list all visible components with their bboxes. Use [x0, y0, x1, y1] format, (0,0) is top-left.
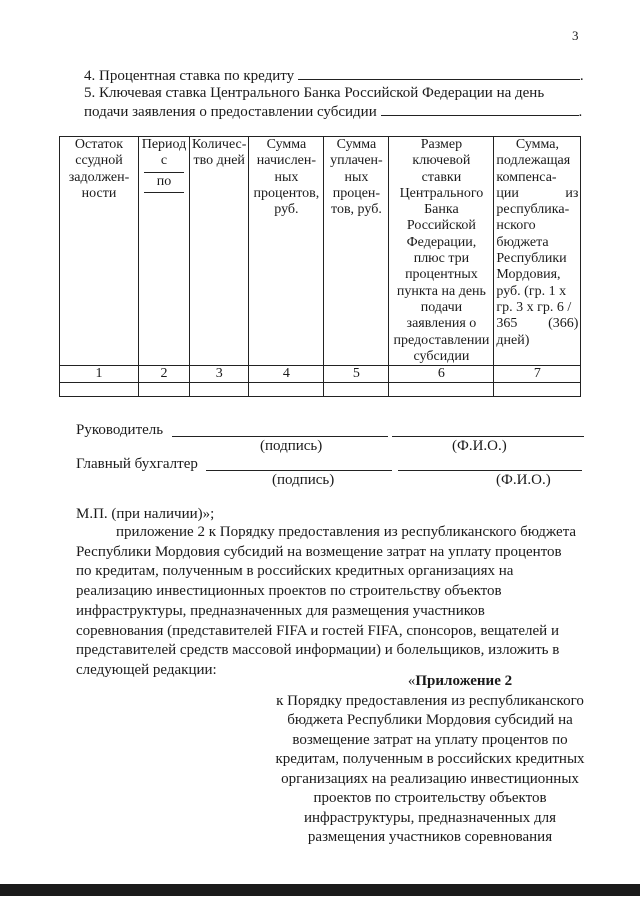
accountant-podpis-caption: (подпись) — [272, 472, 335, 488]
table-header-row — [60, 137, 581, 366]
head-label: Руководитель — [76, 422, 164, 438]
accountant-fio-line — [398, 470, 582, 471]
accountant-label: Главный бухгалтер — [76, 456, 198, 472]
col-number-4: 4 — [249, 366, 324, 383]
stamp-place-note: М.П. (при наличии)»; — [76, 506, 215, 522]
col-number-6: 6 — [389, 366, 494, 383]
accountant-signature-line — [206, 470, 392, 471]
item5-line1: 5. Ключевая ставка Центрального Банка Российской Федерации на день — [84, 85, 545, 101]
col-number-2: 2 — [139, 366, 190, 383]
header-cell-period: Период с по — [139, 137, 190, 366]
calculation-table — [59, 136, 581, 397]
scan-edge-bar — [0, 884, 640, 896]
header-cell-compensation: Сумма, подлежащая компенса- ции из республика- нского бюджета Республики Мордовия, руб. (гр. 1 х гр. 3 х гр. 6 / 365 (366) дней) — [494, 137, 581, 366]
item5-line2 — [84, 102, 582, 121]
header-cell-days: Количес- тво дней — [190, 137, 249, 366]
header-cell-paid: Сумма уплачен- ных процен- тов, руб. — [324, 137, 389, 366]
header-cell-accrued: Сумма начислен- ных процентов, руб. — [249, 137, 324, 366]
item4-line — [84, 66, 584, 85]
item4-end: . — [579, 68, 584, 84]
head-fio-caption: (Ф.И.О.) — [452, 438, 507, 454]
item5-end: . — [578, 104, 583, 120]
header-cell-key-rate: Размер ключевой ставки Центрального Банка Российской Федерации, плюс три процентных пункта на день подачи заявления о предоставлении субсидии — [389, 137, 494, 366]
table-number-row — [60, 366, 581, 383]
amendment-paragraph: приложение 2 к Порядку предоставления из республиканского бюджета Республики Мордовия субсидий на возмещение затрат на уплату процентов по кредитам, полученным в российских кредитных организациях на реализацию инвестиционных проектов по строительству объектов инфраструктуры, предназначенных для размещения участников соревнования (представителей FIFA и гостей FIFA, спонсоров, вещателей и представителей средств массовой информации) и болельщиков, изложить в следующей редакции: — [76, 524, 577, 678]
accountant-fio-caption: (Ф.И.О.) — [496, 472, 551, 488]
col-number-7: 7 — [494, 366, 581, 383]
page-number: 3 — [572, 28, 579, 43]
col-number-3: 3 — [190, 366, 249, 383]
head-fio-line — [392, 436, 584, 437]
table-empty-row — [60, 383, 581, 397]
col-number-1: 1 — [60, 366, 139, 383]
item4-text: 4. Процентная ставка по кредиту — [84, 68, 295, 84]
item4-blank — [298, 66, 580, 80]
appendix-heading: «Приложение 2 к Порядку предоставления из республиканского бюджета Республики Мордовия субсидий на возмещение затрат на уплату процентов по кредитам, полученным в российских кредитных организациях на реализацию инвестиционных проектов по строительству объектов инфраструктуры, предназначенных для размещения участников соревнования — [240, 672, 620, 848]
header-cell-balance: Остаток ссудной задолжен- ности — [60, 137, 139, 366]
period-to-blank — [144, 192, 184, 193]
appendix-title: «Приложение 2 — [407, 673, 513, 689]
head-signature-line — [172, 436, 388, 437]
item5-text: подачи заявления о предоставлении субсидии — [84, 104, 377, 120]
col-number-5: 5 — [324, 366, 389, 383]
item5-blank — [381, 102, 579, 116]
head-podpis-caption: (подпись) — [260, 438, 323, 454]
period-from-blank — [144, 172, 184, 173]
